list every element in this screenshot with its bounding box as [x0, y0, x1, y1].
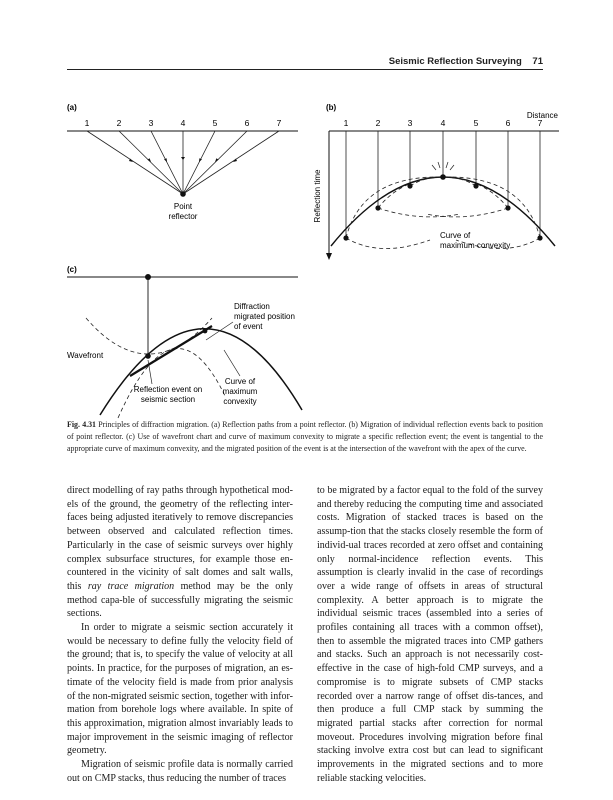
station-number: 6: [244, 118, 250, 128]
station-number: 2: [375, 118, 381, 128]
reflector-label-2: reflector: [168, 212, 198, 221]
curve-label-2: maximum convexity: [440, 241, 511, 250]
panel-a: [67, 103, 298, 221]
tangent-point: [203, 329, 208, 334]
running-title: Seismic Reflection Surveying: [388, 56, 522, 67]
page-number: 71: [532, 56, 543, 67]
curve-label-1: Curve of: [440, 231, 471, 240]
diffraction-curve: [118, 349, 226, 418]
italic-term: ray trace migration: [87, 580, 175, 592]
paragraph-text: method may be the only method capa-ble of successfully migrating the seismic sections.: [67, 580, 294, 620]
wavefront-arc: [346, 177, 443, 238]
wavefront-arc: [426, 208, 508, 217]
station-number: 1: [84, 118, 90, 128]
curve-of-max-convexity: [100, 329, 302, 415]
wavefront-arc: [346, 238, 430, 249]
station-number: 7: [537, 118, 543, 128]
station-number: 1: [343, 118, 349, 128]
reflection-event: [375, 205, 380, 210]
panel-b-stations: [344, 118, 543, 128]
reflection-label-1: Reflection event on: [133, 385, 203, 394]
time-axis-arrow: [326, 253, 332, 260]
reflector-label-1: Point: [173, 202, 193, 211]
panel-b-label: (b): [326, 103, 337, 112]
reflection-event: [473, 183, 478, 188]
paragraph-text: direct modelling of ray paths through hypothetical mod-els of the ground, the geometry of the reflecting inter-faces being adjusted iteratively to remove discrepancies between observed and calculated reflection times. Particularly in the case of seismic surveys over highly complex subsurface structures, for example those en-countered in the vicinity of salt domes and salt walls, this: [67, 485, 293, 592]
station-number: 3: [407, 118, 413, 128]
panel-a-label: (a): [67, 103, 77, 112]
ray-path: [151, 131, 183, 194]
diffraction-label-2: migrated position: [234, 312, 295, 321]
panel-c-label: (c): [67, 265, 77, 274]
paragraph: In order to migrate a seismic section accurately it would be necessary to define fully the velocity field of the ground; that is, to specify the value of velocity at all points. In practice, for the purposes of migration, an es-timate of the velocity field is made from prior analysis of the non-migrated seismic section, together with infor-mation from borehole logs where available. In spite of this approximation, migration almost invariably leads to major improvement in the seismic imaging of reflector geometry.: [67, 622, 293, 757]
point-reflector: [180, 191, 186, 197]
ray-path: [183, 131, 279, 194]
reflection-event: [505, 205, 510, 210]
panel-b: [313, 103, 559, 260]
station-number: 4: [180, 118, 186, 128]
paragraph: Migration of seismic profile data is normally carried out on CMP stacks, thus reducing the number of traces: [67, 759, 293, 784]
reflection-label-2: seismic section: [140, 395, 196, 404]
ray-paths: [87, 131, 279, 194]
ray-path: [87, 131, 183, 194]
reflection-event-point: [145, 353, 151, 359]
convexity-label-1: Curve of: [224, 377, 256, 386]
diffraction-leader: [206, 322, 233, 340]
wavefront-label: Wavefront: [67, 351, 104, 360]
caption-text: Principles of diffraction migration. (a) Reflection paths from a point reflector. (b) Migration of individual reflection events back to position of point reflector. (c) Use of wavefront chart and curve of maximum convexity to migrate a specific reflection event; the event is tangential to the appropriate curve of maximum convexity, and the migrated position of the event is at the intersection of the wavefront with the apex of the curve.: [67, 420, 543, 454]
station-number: 3: [148, 118, 154, 128]
station-number: 6: [505, 118, 511, 128]
paragraph: to be migrated by a factor equal to the fold of the survey and thereby reducing the computing time and associated costs. Migration of stacked traces is based on the assump-tion that the stacks closely resemble the form of individ-ual traces recorded at zero offset and containing only normal-incidence reflection events. This assumption is clearly invalid in the case of recordings over a wide range of offsets in areas of structural complexity. A better approach is to migrate the individual seismic traces (assembled into a series of profiles containing all traces with a common offset), then to assemble the migrated traces into CMP gathers and stacks. Such an approach is not necessarily cost-effective in the case of high-fold CMP surveys, and a compromise is to migrate subsets of CMP stacks recorded over a narrow range of offset dis-tances, and then produce a full CMP stack by summing the migrated partial stacks after correction for normal moveout. Procedures involving migration before final stacking involve extra cost but can lead to significant improvements in the migrated sections and to more reliable stacking velocities.: [317, 485, 543, 784]
wavefront-arc: [443, 177, 508, 208]
diffraction-label-3: of event: [234, 322, 263, 331]
reflection-event-segment: [130, 326, 212, 376]
station-number: 5: [473, 118, 479, 128]
panel-a-stations: [85, 118, 282, 128]
diffraction-label-1: Diffraction: [234, 302, 270, 311]
trace-lines: [346, 131, 540, 238]
ray-path: [183, 131, 215, 194]
station-number: 5: [212, 118, 218, 128]
reflection-event: [537, 235, 542, 240]
station-number: 7: [276, 118, 282, 128]
convexity-label-3: convexity: [223, 397, 257, 406]
convexity-leader: [224, 350, 240, 376]
ray-path: [119, 131, 183, 194]
wavefront-arc: [443, 177, 540, 238]
text-column-left: [67, 484, 293, 785]
wavefront-circle: [86, 318, 212, 354]
wavefront-arc: [378, 177, 443, 208]
time-axis-label: Reflection time: [313, 169, 322, 223]
figure-caption: [67, 419, 543, 456]
reflection-event: [343, 235, 348, 240]
station-number: 4: [440, 118, 446, 128]
caption-label: Fig. 4.31: [67, 420, 97, 429]
ray-path: [183, 131, 247, 194]
wavefront-arc: [378, 208, 460, 217]
station-number: 2: [116, 118, 122, 128]
reflection-event: [407, 183, 412, 188]
paragraph: [67, 484, 293, 621]
convexity-label-2: maximum: [222, 387, 258, 396]
migrated-point: [440, 174, 446, 180]
text-column-right: [317, 484, 543, 785]
panel-c: [67, 265, 302, 418]
migrated-position-point: [145, 274, 151, 280]
distance-label: Distance: [526, 111, 558, 120]
